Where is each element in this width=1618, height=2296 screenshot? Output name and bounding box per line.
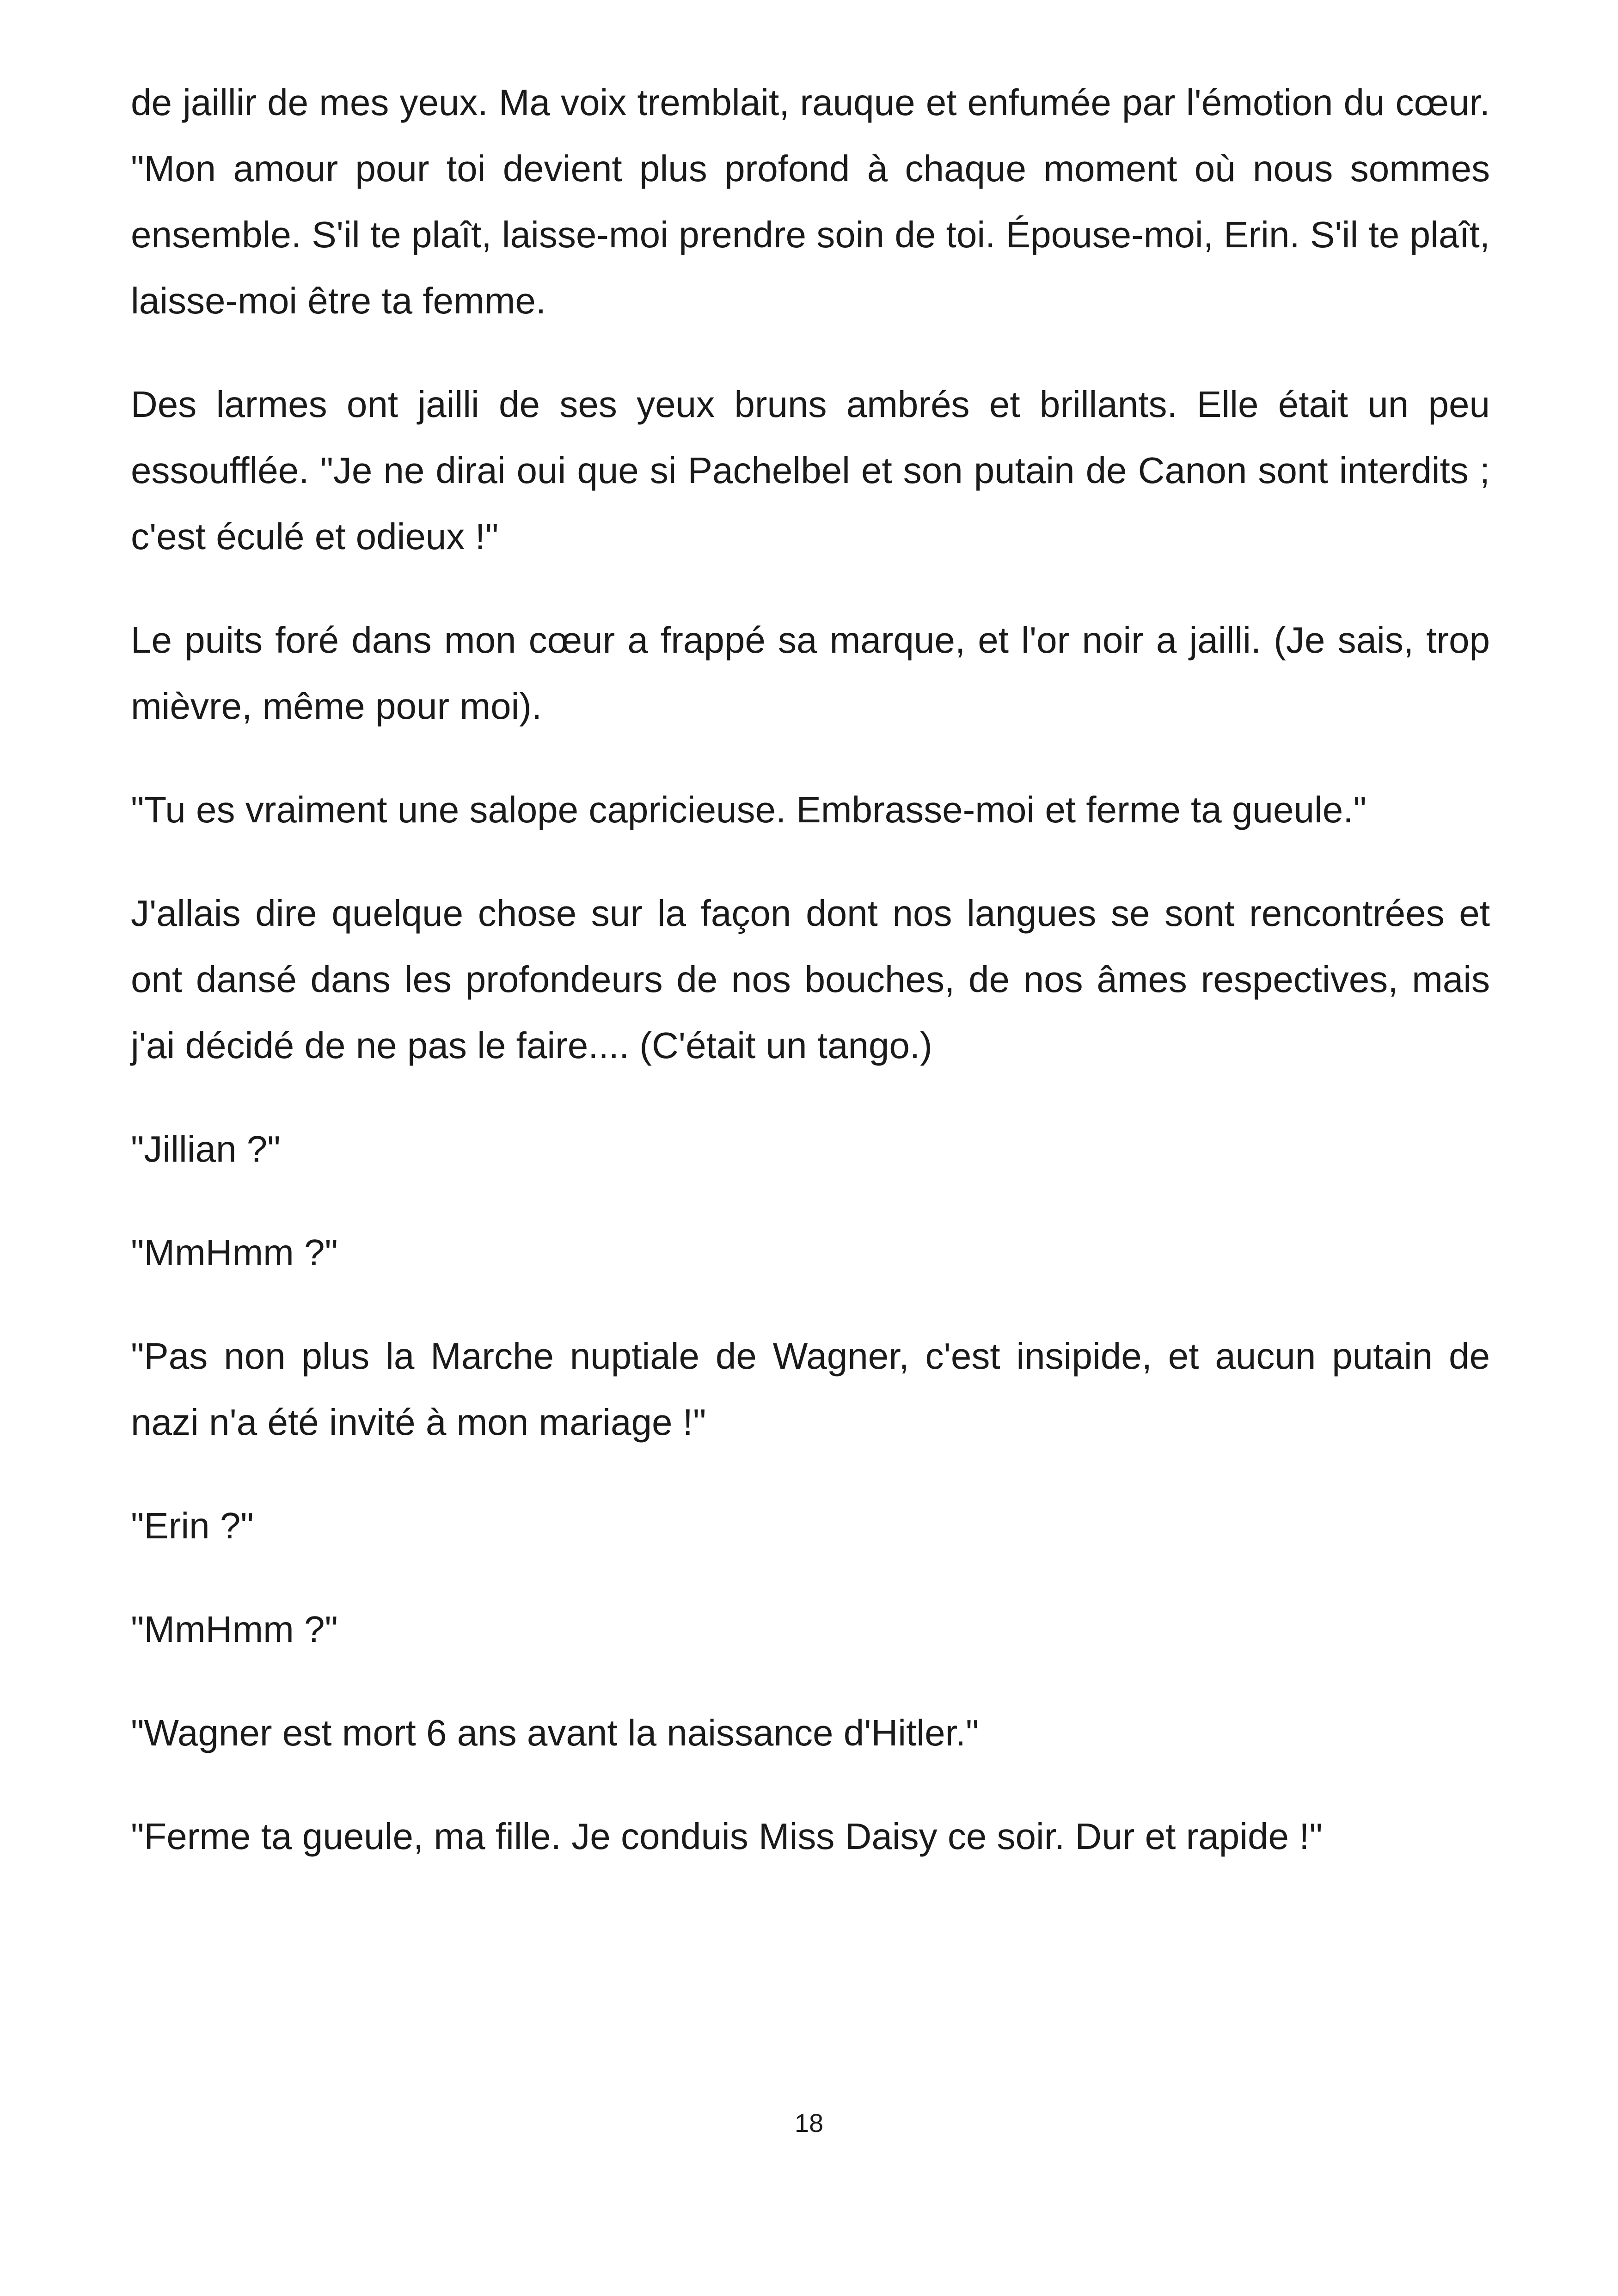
- paragraph-8: "Pas non plus la Marche nuptiale de Wagner, c'est insipide, et aucun putain de nazi n'a été invité à mon mariage !": [131, 1335, 1490, 1443]
- paragraph-7: "MmHmm ?": [131, 1232, 338, 1273]
- paragraph-2: Des larmes ont jailli de ses yeux bruns ambrés et brillants. Elle était un peu essoufflée. "Je ne dirai oui que si Pachelbel et son putain de Canon sont interdits ; c'est éculé et odieux !": [131, 384, 1490, 557]
- page-number: 18: [794, 2108, 824, 2137]
- paragraph-5: J'allais dire quelque chose sur la façon dont nos langues se sont rencontrées et ont dansé dans les profondeurs de nos bouches, de nos âmes respectives, mais j'ai décidé de ne pas le faire.... (C'était un tango.): [131, 893, 1490, 1066]
- paragraph-4: "Tu es vraiment une salope capricieuse. Embrasse-moi et ferme ta gueule.": [131, 789, 1367, 830]
- paragraph-12: "Ferme ta gueule, ma fille. Je conduis Miss Daisy ce soir. Dur et rapide !": [131, 1816, 1323, 1857]
- paragraph-10: "MmHmm ?": [131, 1609, 338, 1650]
- paragraph-9: "Erin ?": [131, 1505, 254, 1546]
- paragraph-11: "Wagner est mort 6 ans avant la naissance d'Hitler.": [131, 1712, 979, 1753]
- body-text: [131, 69, 1490, 1907]
- paragraph-6: "Jillian ?": [131, 1128, 281, 1169]
- paragraph-3: Le puits foré dans mon cœur a frappé sa marque, et l'or noir a jailli. (Je sais, trop mièvre, même pour moi).: [131, 619, 1490, 727]
- paragraph-1: de jaillir de mes yeux. Ma voix tremblait, rauque et enfumée par l'émotion du cœur. "Mon amour pour toi devient plus profond à chaque moment où nous sommes ensemble. S'il te plaît, laisse-moi prendre soin de toi. Épouse-moi, Erin. S'il te plaît, laisse-moi être ta femme.: [131, 82, 1490, 321]
